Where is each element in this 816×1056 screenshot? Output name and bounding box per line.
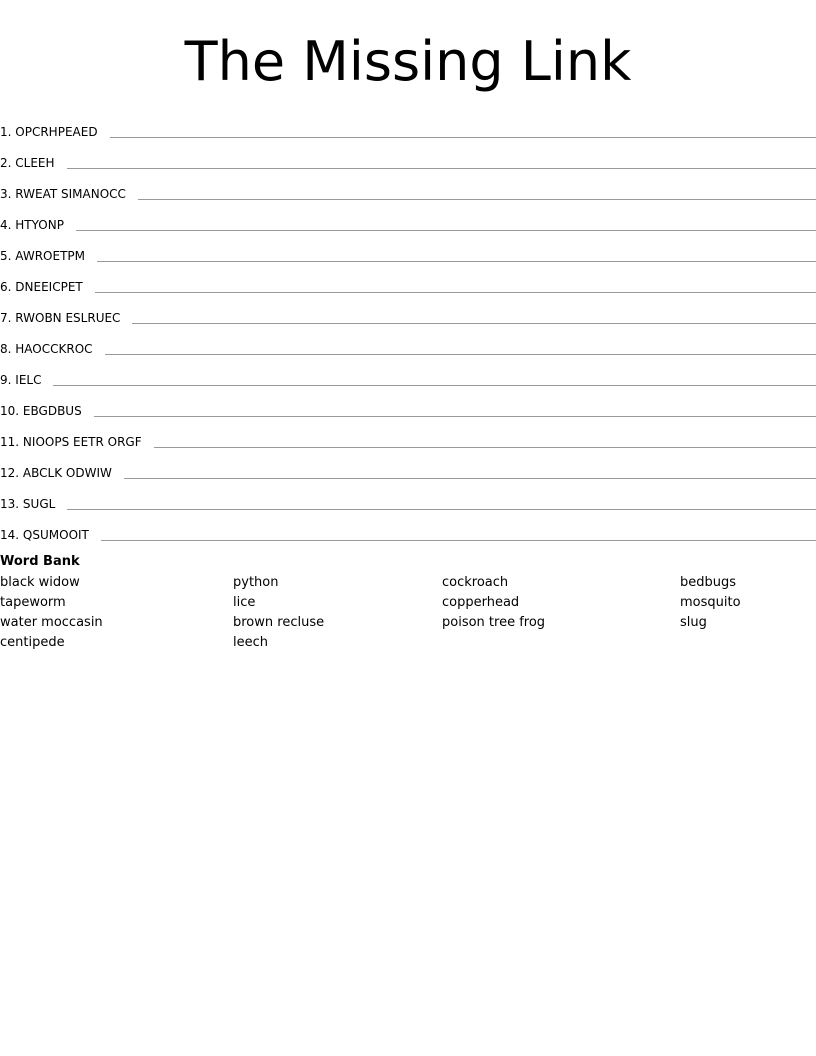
page-title: The Missing Link xyxy=(184,30,632,93)
question-label: 1. OPCRHPEAED xyxy=(0,125,98,139)
word-bank-item: mosquito xyxy=(680,595,741,610)
question-row xyxy=(0,420,816,451)
question-label: 4. HTYONP xyxy=(0,218,64,232)
question-row xyxy=(0,296,816,327)
word-bank-item: centipede xyxy=(0,635,65,650)
answer-line[interactable] xyxy=(132,323,816,324)
answer-line[interactable] xyxy=(76,230,816,231)
word-bank-column xyxy=(442,573,545,633)
answer-line[interactable] xyxy=(53,385,816,386)
word-bank-item: cockroach xyxy=(442,575,509,590)
word-bank-item: water moccasin xyxy=(0,615,103,630)
question-label: 10. EBGDBUS xyxy=(0,404,82,418)
question-label: 14. QSUMOOIT xyxy=(0,528,89,542)
question-row xyxy=(0,327,816,358)
question-row xyxy=(0,451,816,482)
word-bank-column xyxy=(0,573,103,653)
word-bank-item: tapeworm xyxy=(0,595,66,610)
word-bank-item: leech xyxy=(233,635,268,650)
word-bank-item: black widow xyxy=(0,575,80,590)
question-label: 5. AWROETPM xyxy=(0,249,85,263)
word-bank-item: bedbugs xyxy=(680,575,737,590)
question-label: 12. ABCLK ODWIW xyxy=(0,466,112,480)
answer-line[interactable] xyxy=(138,199,816,200)
word-bank xyxy=(0,553,816,653)
question-row xyxy=(0,265,816,296)
word-bank-item: slug xyxy=(680,615,707,630)
question-label: 7. RWOBN ESLRUEC xyxy=(0,311,121,325)
question-label: 13. SUGL xyxy=(0,497,56,511)
answer-line[interactable] xyxy=(124,478,816,479)
question-list xyxy=(0,110,816,544)
question-row xyxy=(0,513,816,544)
word-bank-column xyxy=(680,573,741,633)
word-bank-item: lice xyxy=(233,595,256,610)
word-bank-grid xyxy=(0,573,816,653)
question-row xyxy=(0,172,816,203)
answer-line[interactable] xyxy=(101,540,816,541)
answer-line[interactable] xyxy=(67,168,816,169)
answer-line[interactable] xyxy=(97,261,816,262)
word-bank-column xyxy=(233,573,324,653)
answer-line[interactable] xyxy=(95,292,816,293)
question-row xyxy=(0,110,816,141)
answer-line[interactable] xyxy=(105,354,816,355)
answer-line[interactable] xyxy=(67,509,816,510)
answer-line[interactable] xyxy=(110,137,816,138)
question-label: 3. RWEAT SIMANOCC xyxy=(0,187,126,201)
question-label: 11. NIOOPS EETR ORGF xyxy=(0,435,142,449)
question-row xyxy=(0,203,816,234)
question-row xyxy=(0,358,816,389)
word-bank-item: brown recluse xyxy=(233,615,325,630)
question-row xyxy=(0,482,816,513)
question-label: 2. CLEEH xyxy=(0,156,55,170)
word-bank-item: python xyxy=(233,575,279,590)
answer-line[interactable] xyxy=(154,447,816,448)
question-row xyxy=(0,141,816,172)
question-label: 6. DNEEICPET xyxy=(0,280,83,294)
question-row xyxy=(0,234,816,265)
word-bank-title: Word Bank xyxy=(0,554,80,569)
word-bank-item: copperhead xyxy=(442,595,520,610)
question-label: 8. HAOCCKROC xyxy=(0,342,93,356)
word-bank-item: poison tree frog xyxy=(442,615,546,630)
question-row xyxy=(0,389,816,420)
question-label: 9. IELC xyxy=(0,373,42,387)
answer-line[interactable] xyxy=(94,416,816,417)
